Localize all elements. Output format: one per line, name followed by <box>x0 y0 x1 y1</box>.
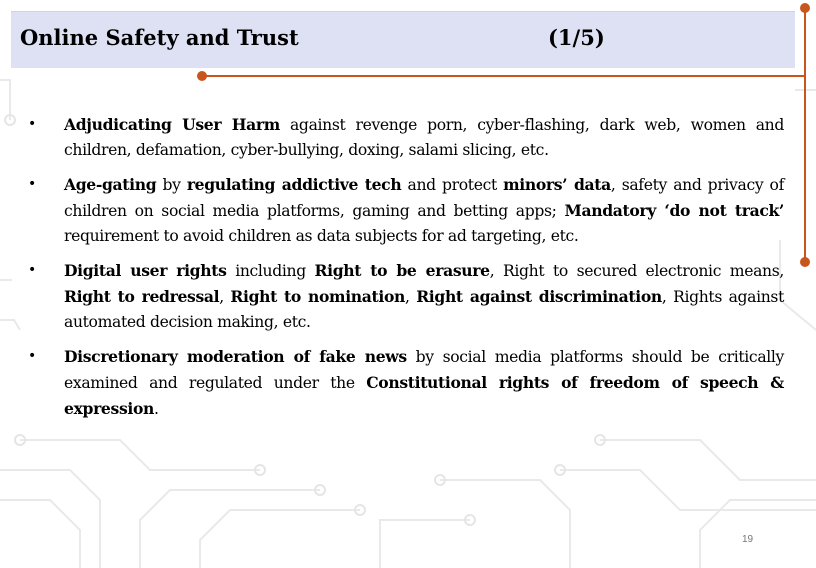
bullet-text: Age-gating by regulating addictive tech and protect minors’ data, safety and privacy of children on social media platforms, gaming and betting apps; Mandatory ‘do not track’ requirement to avoid children as data subjects for ad targeting, etc. <box>64 175 784 245</box>
bullet-list <box>28 112 784 431</box>
bullet-marker: • <box>28 348 37 364</box>
bullet-marker: • <box>28 176 37 192</box>
bullet-marker: • <box>28 262 37 278</box>
bullet-text: Digital user rights including Right to be erasure, Right to secured electronic means, Right to redressal, Right to nomination, Right against discrimination, Rights against automated decision making, etc. <box>64 261 785 331</box>
page-number: 19 <box>742 534 754 545</box>
bullet-item-digital-user-rights <box>28 258 784 335</box>
bullet-text: Discretionary moderation of fake news by social media platforms should be critically examined and regulated under the Constitutional rights of freedom of speech & expression. <box>64 347 785 418</box>
bullet-text: Adjudicating User Harm against revenge porn, cyber-flashing, dark web, women and children, defamation, cyber-bullying, doxing, salami slicing, etc. <box>64 115 784 159</box>
bullet-item-fake-news-moderation <box>28 344 784 422</box>
bullet-item-user-harm <box>28 112 784 163</box>
slide-title: Online Safety and Trust <box>20 25 299 50</box>
bullet-item-age-gating <box>28 172 784 249</box>
bullet-marker: • <box>28 116 37 132</box>
slide-part-indicator: (1/5) <box>548 25 605 50</box>
